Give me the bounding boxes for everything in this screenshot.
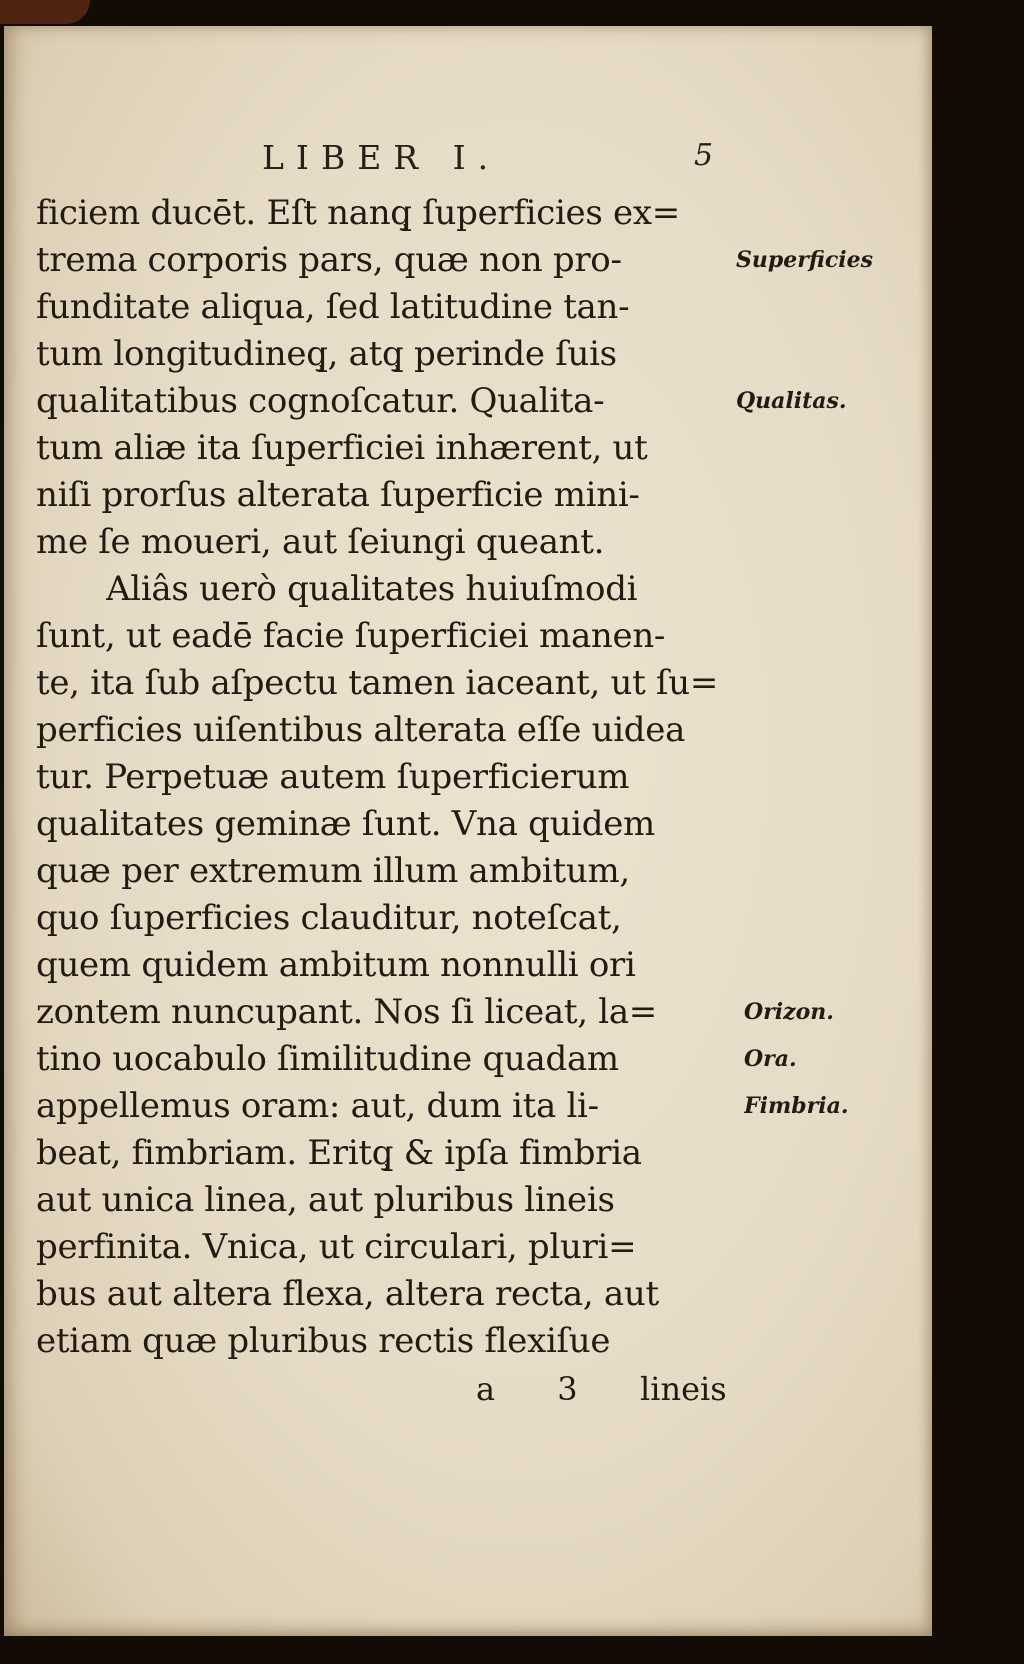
text-line: perfinita. Vnica, ut circulari, pluri= — [36, 1227, 637, 1267]
text-line: trema corporis pars, quæ non pro- — [36, 240, 622, 280]
text-line: ſunt, ut eadē facie ſuperficiei manen- — [36, 616, 666, 656]
marginal-note-qualitas: Qualitas. — [736, 388, 847, 414]
text-line: quem quidem ambitum nonnulli ori — [36, 945, 636, 985]
text-line: quæ per extremum illum ambitum, — [36, 851, 630, 891]
marginal-note-fimbria: Fimbria. — [744, 1093, 849, 1119]
page-number: 5 — [694, 138, 714, 173]
running-head: LIBER I. — [262, 138, 501, 177]
text-line-indented: Aliâs uerò qualitates huiuſmodi — [106, 569, 638, 609]
page-footer — [0, 1366, 1024, 1412]
text-line: appellemus oram: aut, dum ita li- — [36, 1086, 599, 1126]
text-line: tur. Perpetuæ autem ſuperficierum — [36, 757, 630, 797]
text-line: bus aut altera flexa, altera recta, aut — [36, 1274, 659, 1314]
text-line: tum aliæ ita ſuperficiei inhærent, ut — [36, 428, 648, 468]
text-line: etiam quæ pluribus rectis flexiſue — [36, 1321, 611, 1361]
text-line: quo ſuperficies clauditur, noteſcat, — [36, 898, 622, 938]
text-line: qualitates geminæ ſunt. Vna quidem — [36, 804, 655, 844]
text-line: zontem nuncupant. Nos ſi liceat, la= — [36, 992, 657, 1032]
text-line: aut unica linea, aut pluribus lineis — [36, 1180, 615, 1220]
text-line: funditate aliqua, ſed latitudine tan- — [36, 287, 630, 327]
text-line: perficies uiſentibus alterata eſſe uidea — [36, 710, 686, 750]
signature-mark: a 3 — [476, 1370, 604, 1408]
marginal-note-ora: Ora. — [744, 1046, 797, 1072]
marginal-note-orizon: Orizon. — [744, 999, 834, 1025]
text-line: qualitatibus cognoſcatur. Qualita- — [36, 381, 605, 421]
text-line: tum longitudineq̧, atq̧ perinde ſuis — [36, 334, 617, 374]
text-line: ficiem ducēt. Eſt nanq̧ ſuperficies ex= — [36, 193, 680, 233]
text-line: te, ita ſub aſpectu tamen iaceant, ut ſu= — [36, 663, 719, 703]
text-line: tino uocabulo ſimilitudine quadam — [36, 1039, 619, 1079]
text-line: beat, fimbriam. Eritq̧ & ipſa fimbria — [36, 1133, 642, 1173]
marginal-note-superficies: Superficies — [736, 247, 873, 273]
text-line: me ſe moueri, aut ſeiungi queant. — [36, 522, 605, 562]
catchword: lineis — [640, 1370, 727, 1408]
text-line: niſi prorſus alterata ſuperficie mini- — [36, 475, 640, 515]
